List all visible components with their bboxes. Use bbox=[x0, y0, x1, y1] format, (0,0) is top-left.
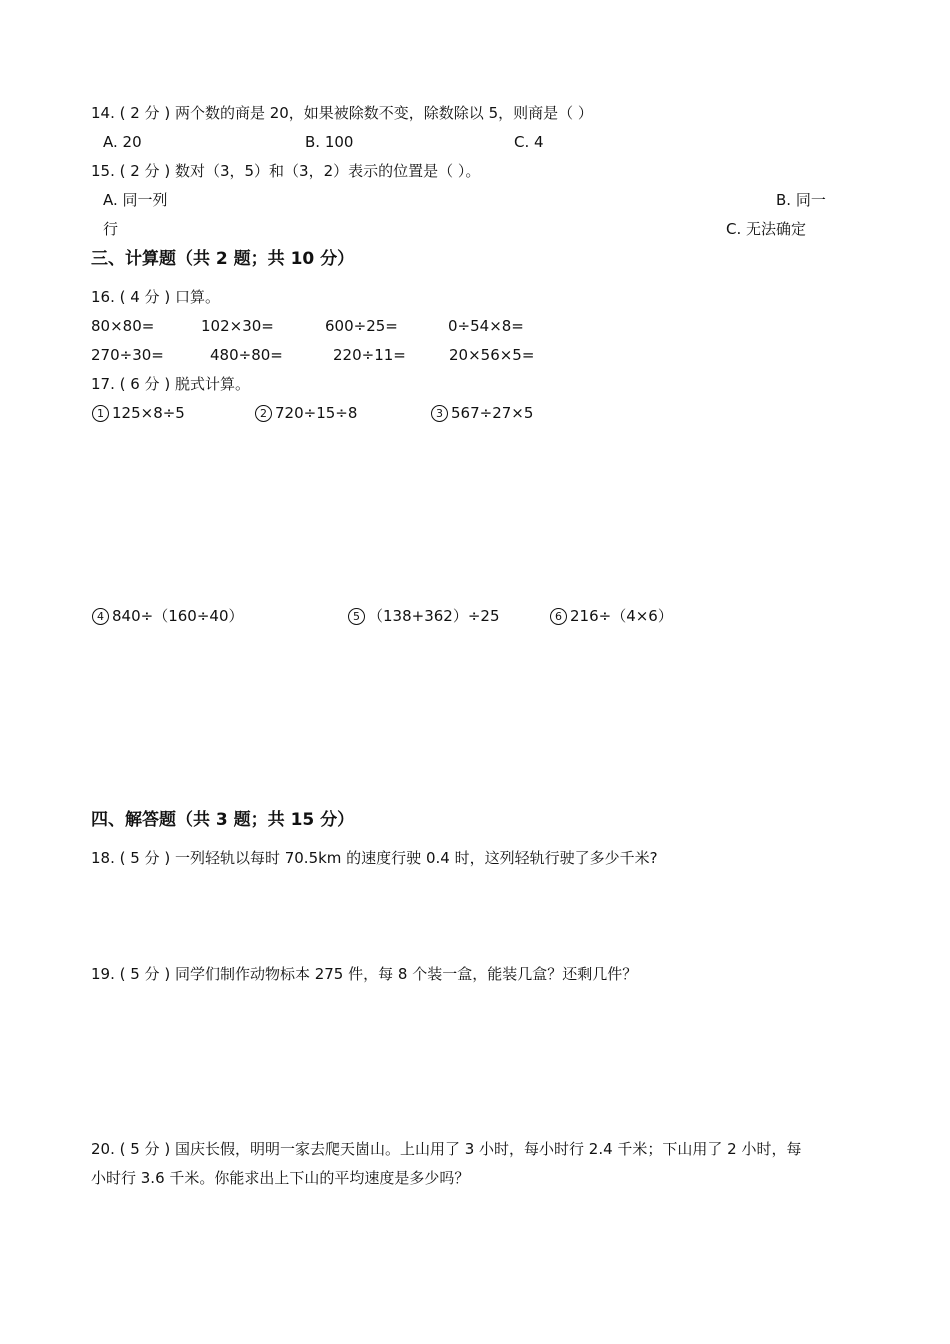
question-20-text-line-1: 20. ( 5 分 ) 国庆长假，明明一家去爬天崮山。上山用了 3 小时，每小时行 2.4 千米；下山用了 2 小时，每 bbox=[91, 1140, 802, 1158]
question-17-text: 17. ( 6 分 ) 脱式计算。 bbox=[91, 375, 250, 393]
stepwise-calc-3 bbox=[431, 403, 533, 423]
oral-calc-8: 20×56×5= bbox=[449, 346, 535, 364]
circled-number-1: 1 bbox=[92, 405, 109, 422]
stepwise-calc-6-expr: 216÷（4×6） bbox=[570, 607, 673, 625]
question-14-option-a: A. 20 bbox=[103, 133, 142, 151]
stepwise-calc-6 bbox=[550, 606, 673, 626]
oral-calc-3: 600÷25= bbox=[325, 317, 398, 335]
section-4-title: 四、解答题（共 3 题；共 15 分） bbox=[91, 810, 355, 830]
question-18-text: 18. ( 5 分 ) 一列轻轨以每时 70.5km 的速度行驶 0.4 时，这列轻轨行驶了多少千米? bbox=[91, 849, 658, 867]
question-16-text: 16. ( 4 分 ) 口算。 bbox=[91, 288, 220, 306]
stepwise-calc-5-expr: （138+362）÷25 bbox=[368, 607, 500, 625]
question-20-text-line-2: 小时行 3.6 千米。你能求出上下山的平均速度是多少吗？ bbox=[91, 1169, 470, 1187]
stepwise-calc-4-expr: 840÷（160÷40） bbox=[112, 607, 244, 625]
stepwise-calc-2-expr: 720÷15÷8 bbox=[275, 404, 358, 422]
question-15-option-b-continued: 行 bbox=[103, 220, 119, 238]
stepwise-calc-2 bbox=[255, 403, 357, 423]
stepwise-calc-5 bbox=[348, 606, 500, 626]
stepwise-calc-3-expr: 567÷27×5 bbox=[451, 404, 534, 422]
question-15-option-a: A. 同一列 bbox=[103, 191, 168, 209]
oral-calc-7: 220÷11= bbox=[333, 346, 406, 364]
circled-number-2: 2 bbox=[255, 405, 272, 422]
question-19-text: 19. ( 5 分 ) 同学们制作动物标本 275 件，每 8 个装一盒，能装几盒？还剩几件？ bbox=[91, 965, 638, 983]
oral-calc-1: 80×80= bbox=[91, 317, 155, 335]
oral-calc-2: 102×30= bbox=[201, 317, 274, 335]
question-15-option-c: C. 无法确定 bbox=[726, 220, 807, 238]
stepwise-calc-1-expr: 125×8÷5 bbox=[112, 404, 185, 422]
circled-number-5: 5 bbox=[348, 608, 365, 625]
oral-calc-5: 270÷30= bbox=[91, 346, 164, 364]
section-3-title: 三、计算题（共 2 题；共 10 分） bbox=[91, 249, 355, 269]
question-14-option-c: C. 4 bbox=[514, 133, 544, 151]
oral-calc-6: 480÷80= bbox=[210, 346, 283, 364]
stepwise-calc-1 bbox=[92, 403, 185, 423]
circled-number-3: 3 bbox=[431, 405, 448, 422]
question-14-text: 14. ( 2 分 ) 两个数的商是 20，如果被除数不变，除数除以 5，则商是（ ） bbox=[91, 104, 593, 122]
circled-number-4: 4 bbox=[92, 608, 109, 625]
question-15-option-b: B. 同一 bbox=[776, 191, 826, 209]
stepwise-calc-4 bbox=[92, 606, 244, 626]
circled-number-6: 6 bbox=[550, 608, 567, 625]
question-15-text: 15. ( 2 分 ) 数对（3，5）和（3，2）表示的位置是（ ）。 bbox=[91, 162, 481, 180]
oral-calc-4: 0÷54×8= bbox=[448, 317, 524, 335]
question-14-option-b: B. 100 bbox=[305, 133, 354, 151]
